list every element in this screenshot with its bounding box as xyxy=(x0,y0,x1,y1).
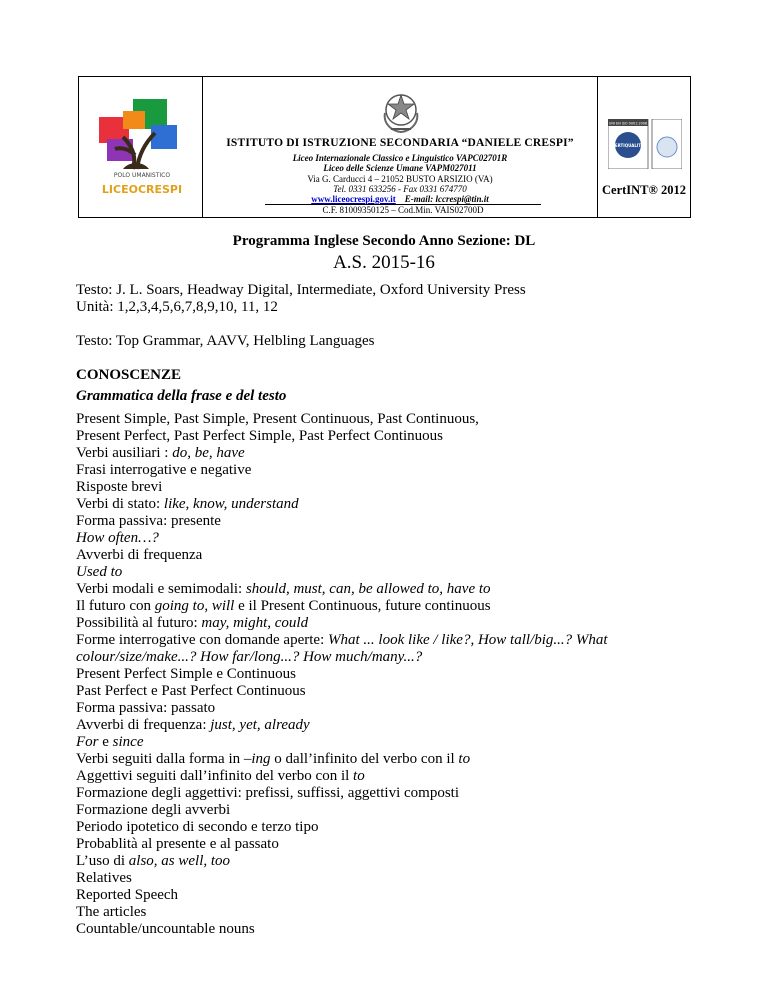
list-item: Formazione degli avverbi xyxy=(76,802,231,818)
list-item: Risposte brevi xyxy=(76,479,163,495)
list-item: Verbi ausiliari : do, be, have xyxy=(76,445,245,461)
list-item: Avverbi di frequenza: just, yet, already xyxy=(76,717,310,733)
section-heading: CONOSCENZE xyxy=(76,367,182,383)
list-item: Forme interrogative con domande aperte: What ... look like / like?, How tall/big...? What xyxy=(76,632,608,648)
institute-address: Via G. Carducci 4 – 21052 BUSTO ARSIZIO (VA) xyxy=(307,174,493,184)
list-item: Relatives xyxy=(76,870,132,886)
list-item: Periodo ipotetico di secondo e terzo tipo xyxy=(76,819,319,835)
subsection-heading: Grammatica della frase e del testo xyxy=(76,388,287,404)
list-item: L’uso di also, as well, too xyxy=(76,853,231,869)
list-item: Formazione degli aggettivi: prefissi, suffissi, aggettivi composti xyxy=(76,785,459,801)
textbook-1-title: Testo: J. L. Soars, Headway Digital, Intermediate, Oxford University Press xyxy=(76,282,526,298)
list-item: Present Perfect, Past Perfect Simple, Past Perfect Continuous xyxy=(76,428,444,444)
institute-cell xyxy=(203,77,598,217)
list-item: For e since xyxy=(76,734,144,750)
certification-cell xyxy=(598,77,690,217)
list-item: Possibilità al futuro: may, might, could xyxy=(76,615,309,631)
list-item: Present Simple, Past Simple, Present Continuous, Past Continuous, xyxy=(76,411,479,427)
institute-line-1: Liceo Internazionale Classico e Linguistico VAPC02701R xyxy=(292,153,508,163)
fiscal-code: C.F. 81009350125 – Cod.Min. VAIS02700D xyxy=(265,204,541,216)
header-table xyxy=(78,76,691,218)
textbook-1-units: Unità: 1,2,3,4,5,6,7,8,9,10, 11, 12 xyxy=(76,299,278,315)
list-item: Probablità al presente e al passato xyxy=(76,836,279,852)
list-item: Used to xyxy=(76,564,123,580)
school-year: A.S. 2015-16 xyxy=(333,252,435,273)
email-text: E-mail: lccrespi@tin.it xyxy=(404,194,489,204)
institute-line-2: Liceo delle Scienze Umane VAPM027011 xyxy=(323,163,477,173)
svg-text:POLO UMANISTICO: POLO UMANISTICO xyxy=(113,172,171,179)
institute-name: ISTITUTO DI ISTRUZIONE SECONDARIA “DANIELE CRESPI” xyxy=(226,137,574,149)
program-title: Programma Inglese Secondo Anno Sezione: DL xyxy=(232,233,536,249)
list-item: Reported Speech xyxy=(76,887,179,903)
svg-text:LICEOCRESPI: LICEOCRESPI xyxy=(101,183,183,196)
list-item: Verbi modali e semimodali: should, must, can, be allowed to, have to xyxy=(76,581,491,597)
list-item: Verbi seguiti dalla forma in –ing o dall’infinito del verbo con il to xyxy=(76,751,471,767)
republic-emblem-icon xyxy=(377,91,425,135)
website-link[interactable]: www.liceocrespi.gov.it xyxy=(311,194,396,204)
list-item: Countable/uncountable nouns xyxy=(76,921,255,937)
list-item: Present Perfect Simple e Continuous xyxy=(76,666,296,682)
list-item: Frasi interrogative e negative xyxy=(76,462,252,478)
textbook-1 xyxy=(76,282,756,316)
list-item: Aggettivi seguiti dall’infinito del verbo con il to xyxy=(76,768,365,784)
content-section xyxy=(76,367,756,938)
list-item: Avverbi di frequenza xyxy=(76,547,203,563)
list-item: How often…? xyxy=(76,530,159,546)
cert-label: CertINT® 2012 xyxy=(602,183,686,197)
list-item: Forma passiva: presente xyxy=(76,513,221,529)
textbook-2: Testo: Top Grammar, AAVV, Helbling Languages xyxy=(76,333,375,349)
svg-text:CERTIQUALITY: CERTIQUALITY xyxy=(611,143,645,148)
institute-contacts xyxy=(203,194,597,204)
list-item: Forma passiva: passato xyxy=(76,700,216,716)
institute-phone: Tel. 0331 633256 - Fax 0331 674770 xyxy=(333,184,467,194)
list-item: Verbi di stato: like, know, understand xyxy=(76,496,299,512)
logo-cell xyxy=(79,77,203,217)
svg-text:UNI EN ISO 9001:2008: UNI EN ISO 9001:2008 xyxy=(608,121,648,126)
list-item: Il futuro con going to, will e il Present Continuous, future continuous xyxy=(76,598,491,614)
liceocrespi-logo xyxy=(93,95,191,199)
certiquality-badge-icon xyxy=(608,119,682,169)
list-item: colour/size/make...? How far/long...? How much/many...? xyxy=(76,649,423,665)
list-item: The articles xyxy=(76,904,147,920)
list-item: Past Perfect e Past Perfect Continuous xyxy=(76,683,306,699)
